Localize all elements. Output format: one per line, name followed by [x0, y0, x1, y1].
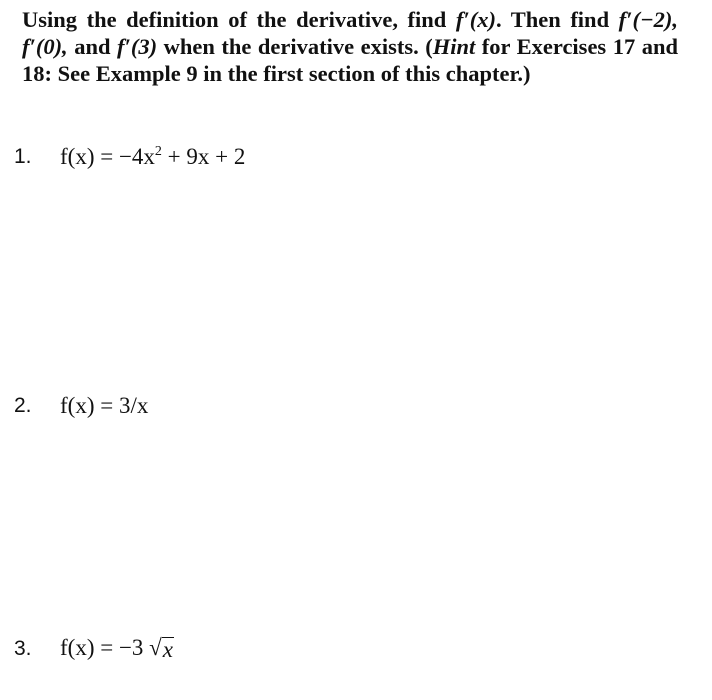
- problem-expression: [60, 144, 245, 170]
- exercise-instructions: [22, 6, 678, 87]
- problem-expression: f(x) = 3/x: [60, 393, 149, 418]
- instructions-text-4: when the derivative exists. (: [157, 34, 433, 59]
- radicand: x: [162, 637, 174, 663]
- problem-number: 2.: [14, 394, 32, 417]
- problem-number: 1.: [14, 145, 32, 168]
- hint-label: Hint: [432, 34, 476, 59]
- problem-1: [14, 140, 245, 174]
- math-derivative-values: f′(−2), f′(0),: [22, 7, 678, 59]
- instructions-text-3: and: [67, 34, 117, 59]
- exponent: 2: [154, 144, 162, 159]
- math-derivative-at-3: f′(3): [117, 34, 158, 59]
- problem-number: 3.: [14, 637, 32, 660]
- expression-rhs: + 9x + 2: [161, 144, 246, 169]
- math-derivative: f′(x): [455, 7, 496, 32]
- instructions-text-5: for Exercises 17 and 18: See Example 9 in the first section of this chapter.): [22, 34, 678, 86]
- problem-3: [14, 632, 174, 666]
- square-root: [149, 635, 174, 662]
- expression-lhs: f(x) = −4x: [60, 144, 155, 169]
- problem-expression: [60, 635, 174, 662]
- instructions-text-1: Using the definition of the derivative, find: [22, 7, 456, 32]
- problem-2: [14, 389, 148, 423]
- expression-lhs: f(x) = −3: [60, 635, 150, 661]
- instructions-text-2: . Then find: [495, 7, 619, 32]
- radical-sign: √: [149, 635, 162, 661]
